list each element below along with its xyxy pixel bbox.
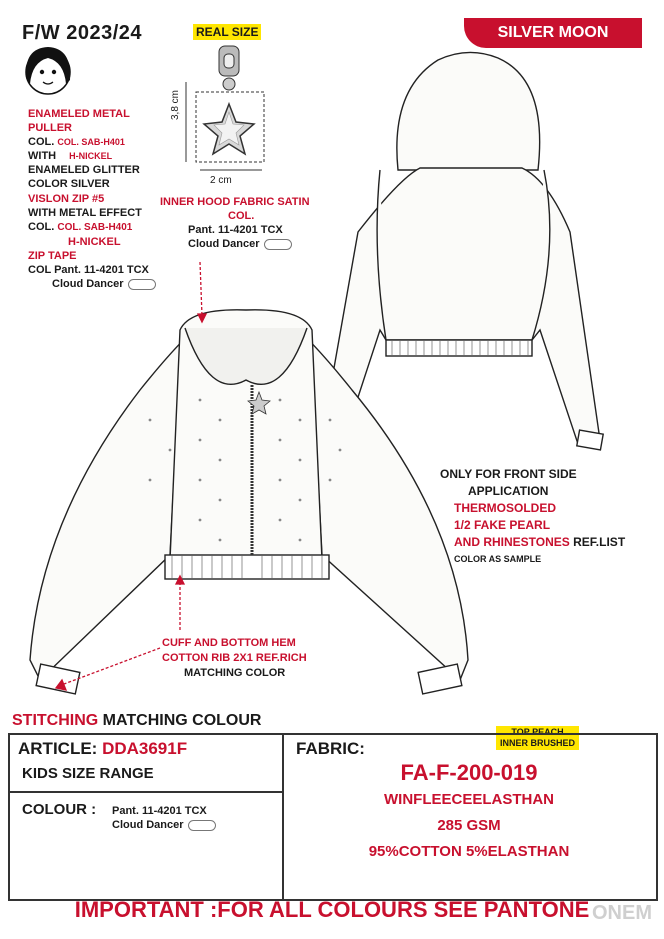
colour-pant: Pant. 11-4201 TCX bbox=[112, 805, 207, 817]
application-line-2: APPLICATION bbox=[468, 484, 549, 498]
puller-title-2: PULLER bbox=[28, 122, 72, 134]
application-notes bbox=[440, 466, 625, 568]
important-footer: IMPORTANT :FOR ALL COLOURS SEE PANTONE bbox=[74, 897, 590, 922]
zip-col-prefix: COL. bbox=[28, 221, 55, 233]
zip-tape-pant: Pant. 11-4201 TCX bbox=[54, 264, 149, 276]
zip-col-code: COL. SAB-H401 bbox=[57, 222, 133, 233]
inner-hood-name: Cloud Dancer bbox=[188, 238, 260, 250]
puller-line-3: ENAMELED GLITTER bbox=[28, 164, 140, 176]
spec-card bbox=[8, 733, 658, 901]
zip-tape-col: COL bbox=[28, 264, 52, 276]
inner-hood-notes bbox=[160, 195, 310, 251]
stitching-row bbox=[12, 712, 261, 730]
colour-values bbox=[112, 804, 216, 832]
zip-notes bbox=[28, 192, 156, 291]
article-code: DDA3691F bbox=[102, 739, 188, 758]
inner-hood-title-2: COL. bbox=[228, 210, 255, 222]
zip-finish: H-NICKEL bbox=[68, 236, 121, 248]
application-line-1: ONLY FOR FRONT SIDE bbox=[440, 467, 577, 481]
zip-puller-icon bbox=[186, 46, 264, 170]
fabric-label: FABRIC: bbox=[296, 739, 365, 758]
puller-col-prefix: COL. bbox=[28, 136, 55, 148]
inner-hood-title-1: INNER HOOD FABRIC SATIN bbox=[160, 196, 310, 208]
colour-swatch bbox=[188, 820, 216, 831]
application-line-3: THERMOSOLDED bbox=[454, 501, 556, 515]
width-dimension: 2 cm bbox=[210, 175, 232, 186]
article-label: ARTICLE: bbox=[18, 739, 98, 758]
card-divider-horizontal bbox=[10, 791, 282, 793]
fabric-badge-2: INNER BRUSHED bbox=[499, 738, 575, 748]
application-line-4: 1/2 FAKE PEARL bbox=[454, 518, 551, 532]
cuff-line-3: MATCHING COLOR bbox=[184, 667, 286, 679]
fabric-badge-1: TOP PEACH bbox=[511, 727, 564, 737]
application-line-5: AND RHINESTONES bbox=[454, 535, 570, 549]
zip-title: VISLON ZIP #5 bbox=[28, 193, 105, 205]
cuff-notes bbox=[162, 636, 307, 681]
fabric-weight: 285 GSM bbox=[437, 817, 501, 834]
puller-notes bbox=[28, 107, 140, 191]
zip-tape-name: Cloud Dancer bbox=[52, 278, 124, 290]
application-ref: REF.LIST bbox=[573, 535, 626, 549]
zip-tape-title: ZIP TAPE bbox=[28, 250, 77, 262]
back-view-drawing bbox=[321, 52, 603, 450]
inner-hood-swatch bbox=[264, 239, 292, 250]
application-line-6: COLOR AS SAMPLE bbox=[454, 554, 542, 564]
brand-badge: SILVER MOON bbox=[464, 18, 642, 48]
puller-finish: H-NICKEL bbox=[69, 151, 113, 161]
puller-line-4: COLOR SILVER bbox=[28, 178, 110, 190]
fabric-code: FA-F-200-019 bbox=[400, 760, 538, 785]
puller-title-1: ENAMELED METAL bbox=[28, 108, 130, 120]
colour-name: Cloud Dancer bbox=[112, 819, 184, 831]
watermark-logo: ONEM bbox=[592, 902, 652, 924]
puller-with: WITH bbox=[28, 150, 57, 162]
fabric-name: WINFLEECEELASTHAN bbox=[384, 791, 554, 808]
season-label: F/W 2023/24 bbox=[22, 22, 143, 44]
height-dimension: 3,8 cm bbox=[170, 89, 181, 120]
zip-tape-swatch bbox=[128, 279, 156, 290]
stitching-value: MATCHING COLOUR bbox=[102, 712, 262, 729]
article-row bbox=[18, 739, 187, 759]
colour-label: COLOUR : bbox=[22, 801, 97, 818]
zip-with: WITH METAL EFFECT bbox=[28, 207, 142, 219]
inner-hood-pant: Pant. 11-4201 TCX bbox=[188, 224, 283, 236]
cuff-line-2: COTTON RIB 2X1 REF.RICH bbox=[162, 652, 307, 664]
real-size-badge: REAL SIZE bbox=[193, 24, 261, 40]
girl-logo-icon bbox=[26, 47, 70, 94]
fabric-composition: 95%COTTON 5%ELASTHAN bbox=[368, 843, 570, 860]
size-range: KIDS SIZE RANGE bbox=[22, 765, 154, 782]
stitching-label: STITCHING bbox=[12, 712, 99, 729]
puller-col-code: COL. SAB-H401 bbox=[57, 137, 125, 147]
fabric-details bbox=[282, 759, 656, 865]
cuff-line-1: CUFF AND BOTTOM HEM bbox=[162, 637, 296, 649]
